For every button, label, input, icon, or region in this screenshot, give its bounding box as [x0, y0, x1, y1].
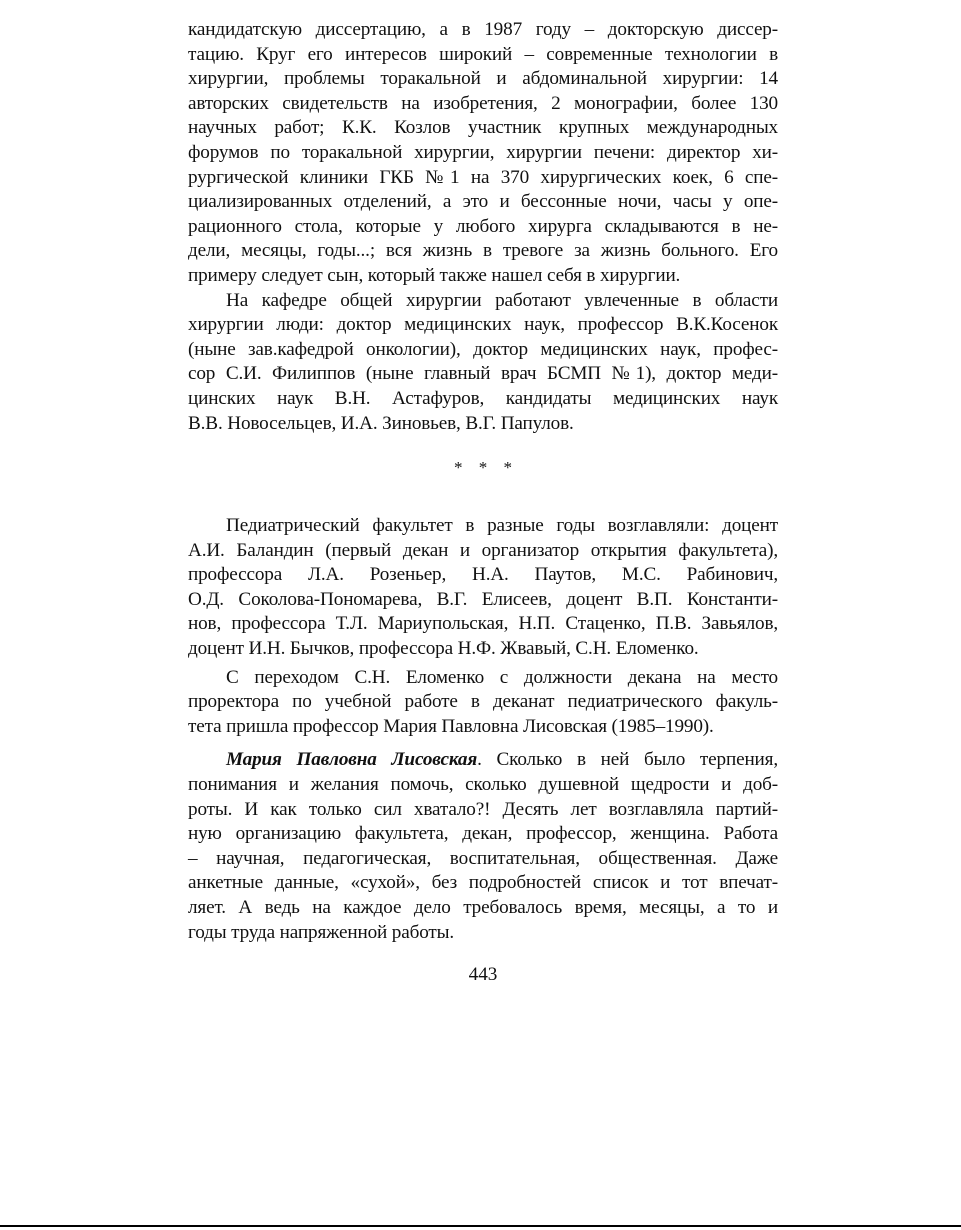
paragraph-department-surgery — [188, 289, 778, 437]
text-line: тацию. Круг его интересов широкий – современные технологии в — [188, 43, 778, 65]
paragraph-kozlov — [188, 18, 778, 289]
text-line: проректора по учебной работе в деканат педиатрического факуль- — [188, 691, 778, 713]
text-line: Педиатрический факультет в разные годы возглавляли: доцент — [226, 515, 778, 537]
text-line: форумов по торакальной хирургии, хирургии печени: директор хи- — [188, 141, 778, 163]
paragraph-lisovskaya — [188, 748, 778, 945]
text-line: профессора Л.А. Розеньер, Н.А. Паутов, М.С. Рабинович, — [188, 564, 778, 586]
text-line: понимания и желания помочь, сколько душевной щедрости и доб- — [188, 774, 778, 796]
text-line: научных работ; К.К. Козлов участник крупных международных — [188, 117, 778, 139]
text-line: нов, профессора Т.Л. Мариупольская, Н.П. Стаценко, П.В. Завьялов, — [188, 613, 778, 635]
text-line: В.В. Новосельцев, И.А. Зиновьев, В.Г. Папулов. — [188, 412, 574, 434]
text-line: тета пришла профессор Мария Павловна Лисовская (1985–1990). — [188, 715, 714, 737]
text-line: ную организацию факультета, декан, профессор, женщина. Работа — [188, 823, 778, 845]
text-line: С переходом С.Н. Еломенко с должности декана на место — [226, 666, 778, 688]
text-line: хирургии люди: доктор медицинских наук, профессор В.К.Косенок — [188, 314, 778, 336]
text-line: циализированных отделений, а это и бессонные ночи, часы у опе- — [188, 191, 778, 213]
text-line: доцент И.Н. Бычков, профессора Н.Ф. Жвавый, С.Н. Еломенко. — [188, 638, 699, 660]
text-line: – научная, педагогическая, воспитательная, общественная. Даже — [188, 847, 778, 869]
text-line: (ныне зав.кафедрой онкологии), доктор медицинских наук, профес- — [188, 338, 778, 360]
page-number: 443 — [468, 964, 498, 986]
text-line: О.Д. Соколова-Пономарева, В.Г. Елисеев, доцент В.П. Константи- — [188, 588, 778, 610]
book-page — [188, 18, 778, 987]
section-separator: * * * — [454, 458, 518, 478]
text-line: авторских свидетельств на изобретения, 2 монографии, более 130 — [188, 92, 778, 114]
text-line: роты. И как только сил хватало?! Десять лет возглавляла партий- — [188, 798, 778, 820]
text-line: ляет. А ведь на каждое дело требовалось время, месяцы, а то и — [188, 897, 778, 918]
paragraph-pediatric-faculty — [188, 514, 778, 662]
text-line — [188, 748, 778, 773]
text-line: примеру следует сын, который также нашел себя в хирургии. — [188, 264, 681, 286]
text-line: сор С.И. Филиппов (ныне главный врач БСМП №1), доктор меди- — [188, 363, 778, 385]
text-line: хирургии, проблемы торакальной и абдоминальной хирургии: 14 — [188, 68, 778, 90]
text-line: А.И. Баландин (первый декан и организатор открытия факультета), — [188, 539, 778, 561]
text-line: кандидатскую диссертацию, а в 1987 году – докторскую диссер- — [188, 19, 778, 40]
text-line: анкетные данные, «сухой», без подробностей список и тот впечат- — [188, 872, 778, 894]
text-line: рургической клиники ГКБ №1 на 370 хирургических коек, 6 спе- — [188, 166, 778, 188]
paragraph-dean-change — [188, 666, 778, 740]
person-name: Мария Павловна Лисовская — [226, 749, 478, 771]
scan-edge-line — [0, 1225, 961, 1227]
text-line: На кафедре общей хирургии работают увлеченные в области — [226, 289, 778, 311]
text-line: цинских наук В.Н. Астафуров, кандидаты медицинских наук — [188, 387, 778, 409]
text-line: дели, месяцы, годы...; вся жизнь в тревоге за жизнь больного. Его — [188, 240, 778, 262]
text-line: годы труда напряженной работы. — [188, 921, 455, 943]
text-fragment: . Сколько в ней было терпения, — [477, 749, 778, 771]
text-line: рационного стола, которые у любого хирурга складываются в не- — [188, 215, 778, 237]
